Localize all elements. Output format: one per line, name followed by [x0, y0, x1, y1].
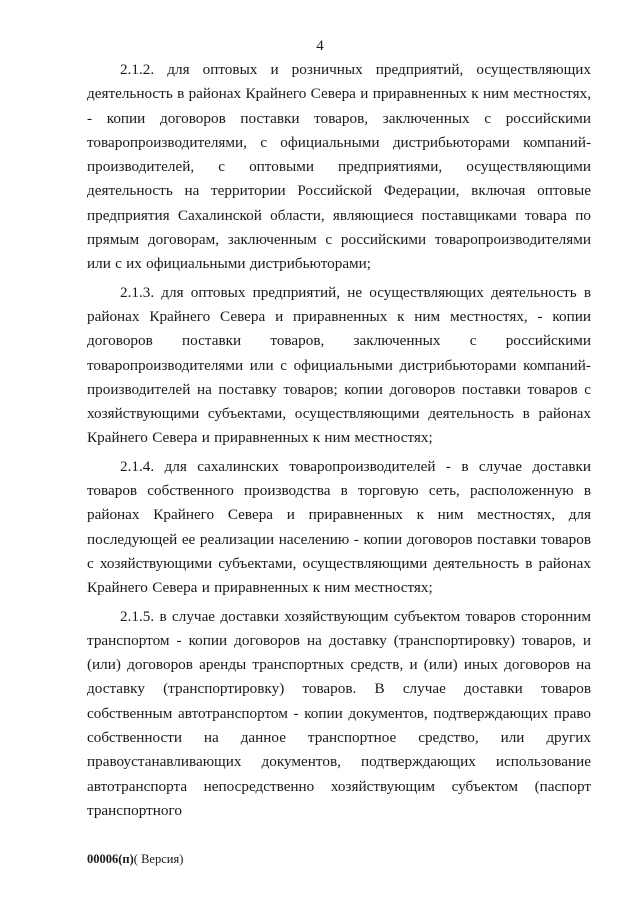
document-version: ( Версия) [133, 852, 184, 866]
paragraph-2-1-2: 2.1.2. для оптовых и розничных предприятий, осуществляющих деятельность в районах Крайнего Севера и приравненных к ним местностях, - копии договоров поставки товаров, заключенных с российскими товаропроизводителями, с официальными дистрибьюторами компаний-производителей, с оптовыми предприятиями, осуществляющими деятельность на территории Российской Федерации, включая оптовые предприятия Сахалинской области, являющиеся поставщиками товара по прямым договорам, заключенным с российскими товаропроизводителями или с их официальными дистрибьюторами; [87, 61, 591, 273]
document-body [87, 58, 591, 827]
page-number: 4 [316, 38, 324, 54]
paragraph-2-1-3: 2.1.3. для оптовых предприятий, не осуществляющих деятельность в районах Крайнего Севера и приравненных к ним местностях, - копии договоров поставки товаров, заключенных с российскими товаропроизводителями или с официальными дистрибьюторами компаний-производителей на поставку товаров; копии договоров поставки товаров с хозяйствующими субъектами, осуществляющими деятельность в районах Крайнего Севера и приравненных к ним местностях; [87, 283, 591, 447]
paragraph-2-1-4: 2.1.4. для сахалинских товаропроизводителей - в случае доставки товаров собственного производства в торговую сеть, расположенную в районах Крайнего Севера и приравненных к ним местностях, для последующей ее реализации населению - копии договоров поставки товаров с хозяйствующими субъектами, осуществляющими деятельность в районах Крайнего Севера и приравненных к ним местностях; [87, 457, 591, 597]
document-footer [87, 852, 183, 867]
paragraph-2-1-5: 2.1.5. в случае доставки хозяйствующим субъектом товаров сторонним транспортом - копии договоров на доставку (транспортировку) товаров, и (или) договоров аренды транспортных средств, и (или) иных договоров на доставку (транспортировку) товаров. В случае доставки товаров собственным автотранспортом - копии документов, подтверждающих право собственности на данное транспортное средство, или других правоустанавливающих документов, подтверждающих использование автотранспорта непосредственно хозяйствующим субъектом (паспорт транспортного [87, 607, 591, 819]
document-code: 00006(п) [87, 852, 134, 866]
